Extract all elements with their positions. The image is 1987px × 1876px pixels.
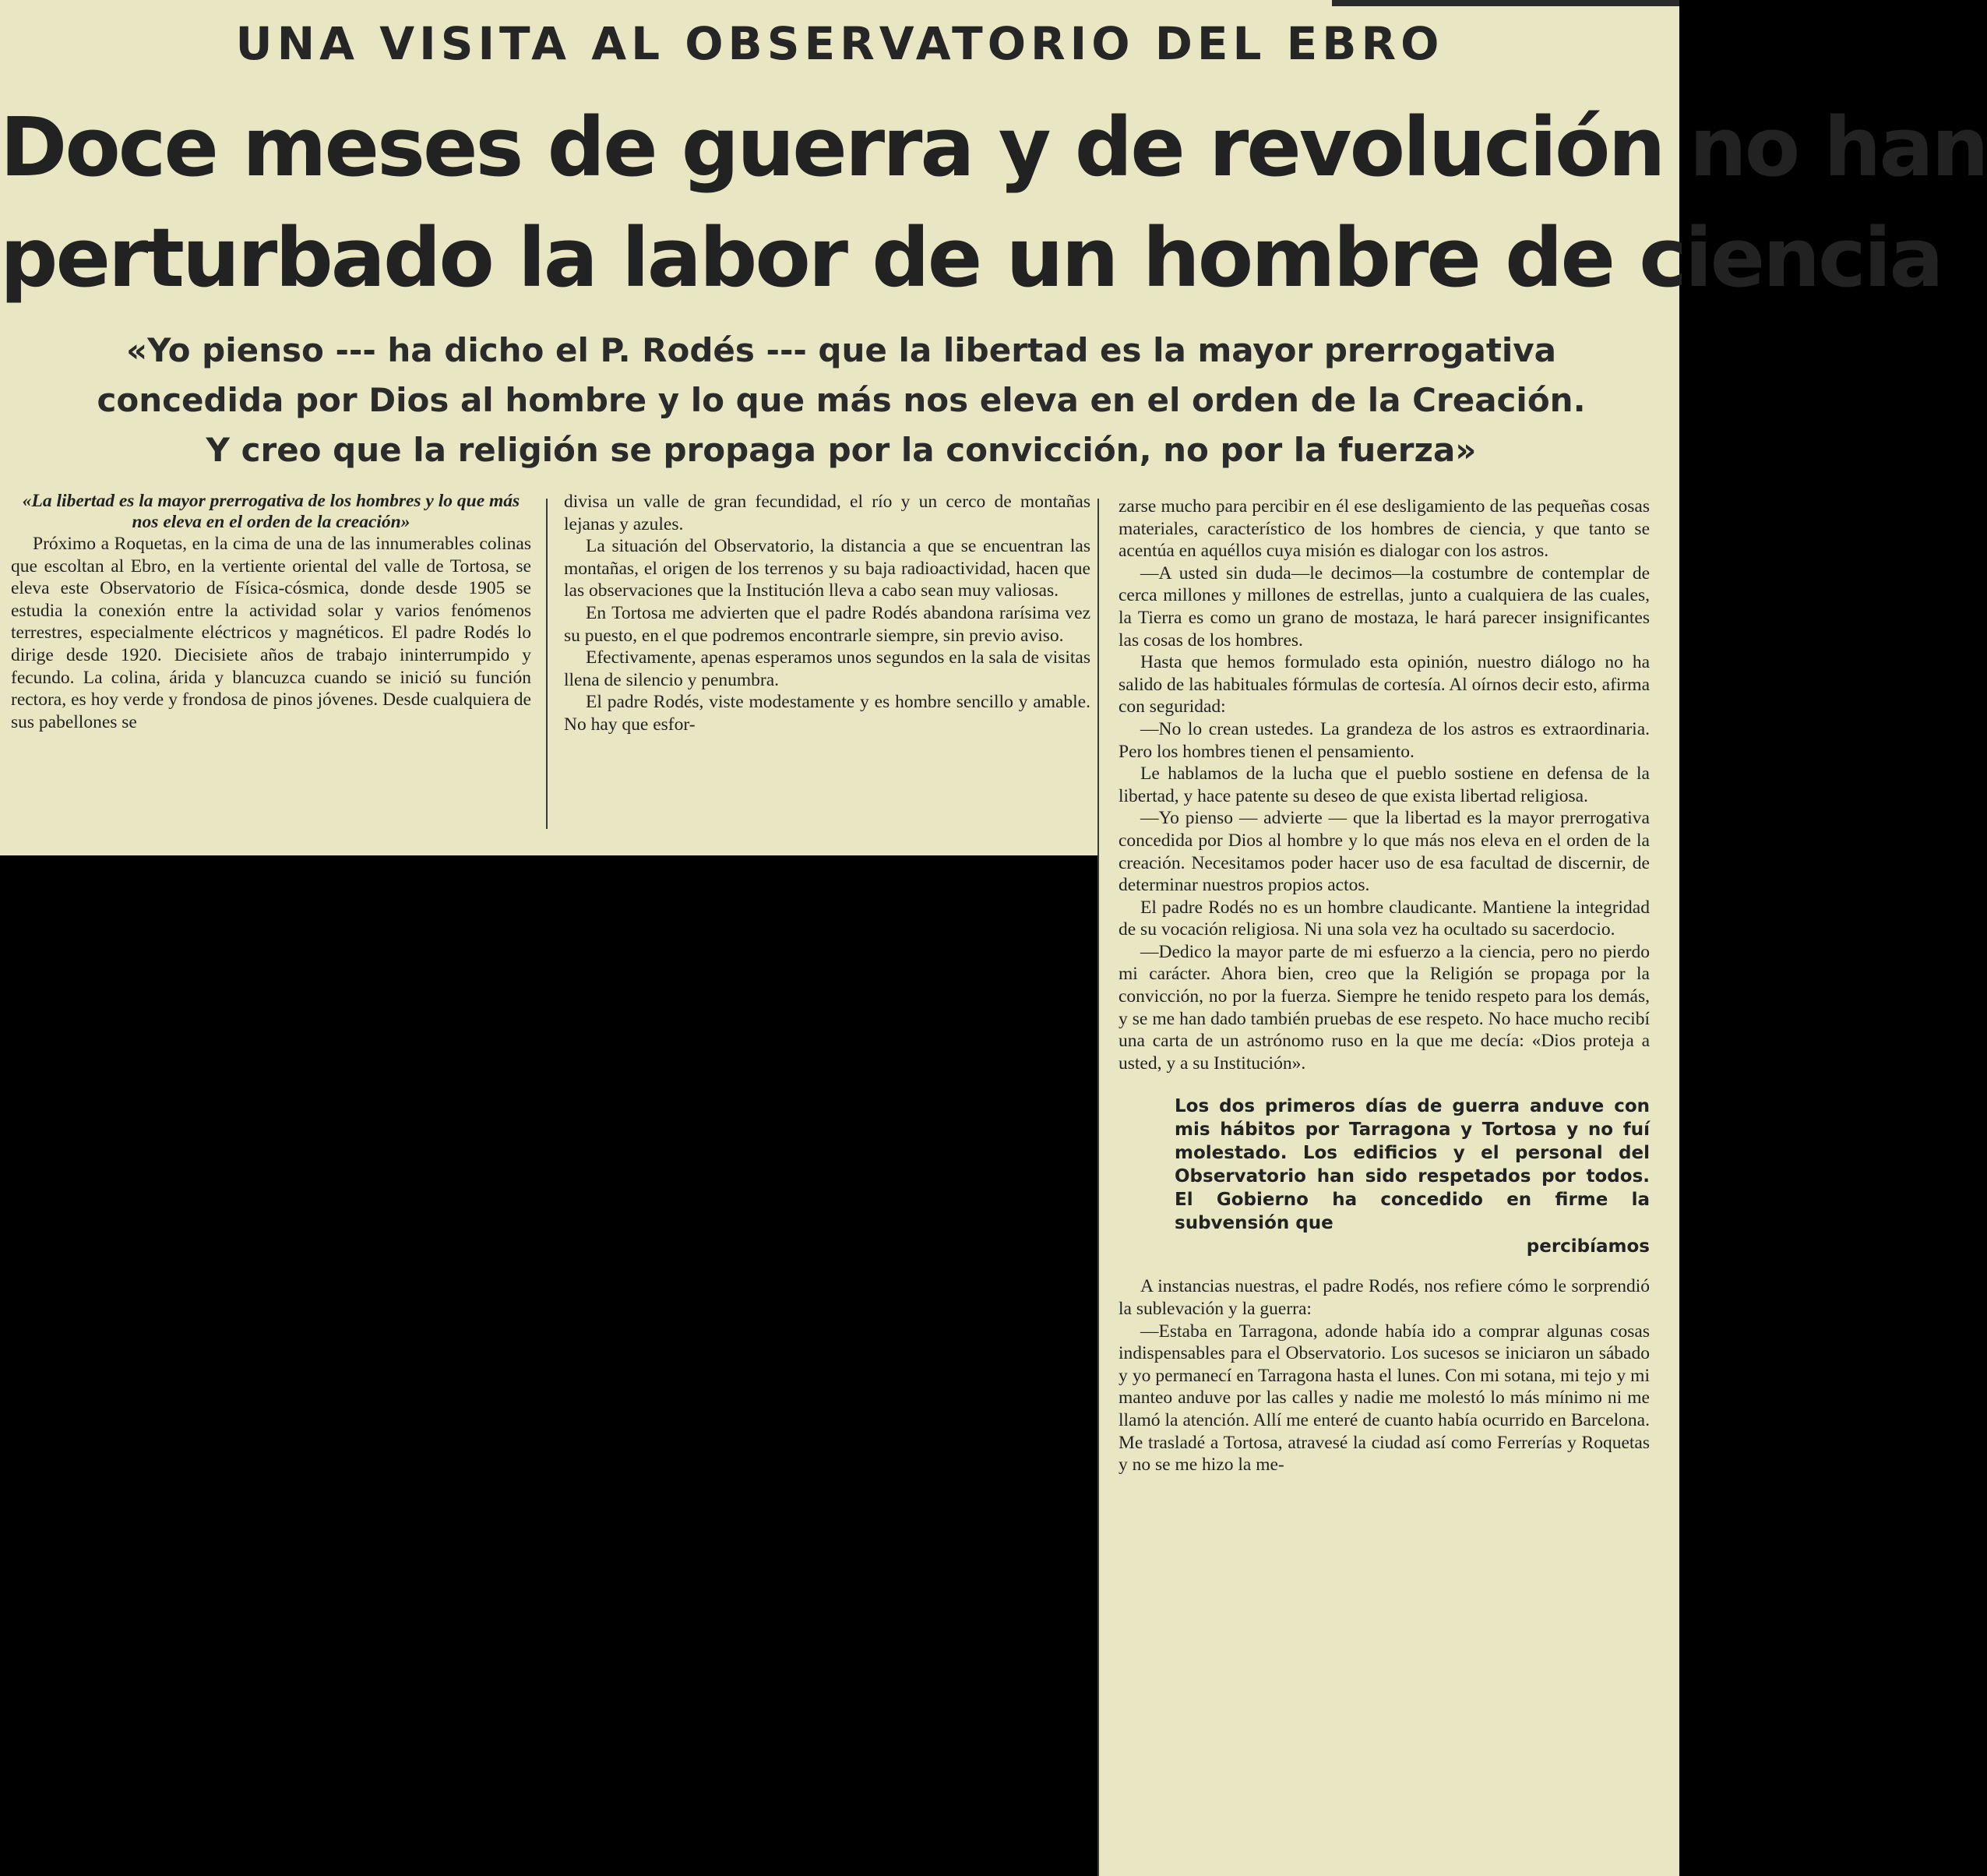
paragraph: Hasta que hemos formulado esta opinión, nuestro diálogo no ha salido de las habituales fórmulas de cortesía. Al oírnos decir esto, afirma con seguridad: — [1119, 652, 1650, 718]
headline-line-1: Doce meses de guerra y de revolución no han — [0, 100, 1987, 195]
article-subheadline — [31, 326, 1651, 475]
paragraph: zarse mucho para percibir en él ese desligamiento de las pequeñas cosas materiales, característico de los hombres de ciencia, y que tanto se acentúa en aquéllos cuya misión es dialogar con los astros. — [1119, 496, 1650, 562]
subheadline-line-3: Y creo que la religión se propaga por la convicción, no por la fuerza» — [206, 431, 1477, 469]
paragraph: —No lo crean ustedes. La grandeza de los astros es extraordinaria. Pero los hombres tienen el pensamiento. — [1119, 718, 1650, 762]
paragraph: En Tortosa me advierten que el padre Rodés abandona rarísima vez su puesto, en el que podremos encontrarle siempre, sin previo aviso. — [564, 602, 1090, 646]
article-column-3 — [1119, 495, 1650, 1476]
paragraph: La situación del Observatorio, la distancia a que se encuentran las montañas, el origen de los terrenos y su baja radioactividad, hacen que las observaciones que la Institución lleva a cabo sean muy valiosas. — [564, 536, 1090, 601]
paragraph: divisa un valle de gran fecundidad, el río y un cerco de montañas lejanas y azules. — [564, 492, 1090, 534]
paragraph: El padre Rodés, viste modestamente y es hombre sencillo y amable. No hay que esfor- — [564, 692, 1090, 735]
paragraph: —Estaba en Tarragona, adonde había ido a comprar algunas cosas indispensables para el Observatorio. Los sucesos se iniciaron un sábado y yo permanecí en Tarragona hasta el lunes. Con mi sotana, mi tejo y mi manteo anduve por las calles y nadie me molestó lo más mínimo ni me llamó la atención. Allí me enteré de cuanto había ocurrido en Barcelona. Me trasladé a Tortosa, atravesé la ciudad así como Ferrerías y Roquetas y no se me hizo la me- — [1119, 1321, 1650, 1476]
paragraph: —Yo pienso — advierte — que la libertad es la mayor prerrogativa concedida por Dios al hombre y lo que más nos eleva en el orden de la creación. Necesitamos poder hacer uso de esa facultad de discernir, de determinar nuestros propios actos. — [1119, 808, 1650, 896]
paragraph: Efectivamente, apenas esperamos unos segundos en la sala de visitas llena de silencio y penumbra. — [564, 647, 1090, 690]
article-kicker: UNA VISITA AL OBSERVATORIO DEL EBRO — [235, 17, 1444, 70]
paragraph: Próximo a Roquetas, en la cima de una de las innumerables colinas que escoltan al Ebro, en la vertiente oriental del valle de Tortosa, se eleva este Observatorio de Física-cósmica, donde desde 1905 se estudia la conexión entre la actividad solar y varios fenómenos terrestres, especialmente eléctricos y magnéticos. El padre Rodés lo dirige desde 1920. Diecisiete años de trabajo ininterrumpido y fecundo. La colina, árida y blancuzca cuando se inició su función rectora, es hoy verde y frondosa de pinos jóvenes. Desde cualquiera de sus pabellones se — [11, 534, 531, 732]
article-headline — [0, 92, 1987, 313]
article-lede: «La libertad es la mayor prerrogativa de los hombres y lo que más nos eleva en el orden de la creación» — [22, 491, 520, 532]
article-column-2 — [564, 491, 1090, 736]
pull-quote-end: percibíamos — [1526, 1236, 1650, 1257]
paragraph: A instancias nuestras, el padre Rodés, nos refiere cómo le sorprendió la sublevación y la guerra: — [1119, 1276, 1650, 1320]
column-divider — [546, 499, 548, 829]
column-divider — [1097, 499, 1099, 1876]
headline-line-2: perturbado la labor de un hombre de ciencia — [0, 210, 1942, 305]
subheadline-line-1: «Yo pienso --- ha dicho el P. Rodés --- que la libertad es la mayor prerrogativa — [125, 331, 1557, 369]
paragraph: —A usted sin duda—le decimos—la costumbre de contemplar de cerca millones y millones de estrellas, junto a cualquiera de las cuales, la Tierra es como un grano de mostaza, le hará parecer insignificantes las cosas de los hombres. — [1119, 562, 1650, 651]
top-rule — [1332, 0, 1679, 6]
paragraph: —Dedico la mayor parte de mi esfuerzo a la ciencia, pero no pierdo mi carácter. Ahora bien, creo que la Religión se propaga por la convicción, no por la fuerza. Siempre he tenido respeto para los demás, y se me han dado también pruebas de ese respeto. No hace mucho recibí una carta de un astrónomo ruso en la que me decía: «Dios proteja a usted, y a su Institución». — [1119, 941, 1650, 1074]
paragraph: El padre Rodés no es un hombre claudicante. Mantiene la integridad de su vocación religiosa. Ni una sola vez ha ocultado su sacerdocio. — [1119, 897, 1650, 940]
paragraph: Le hablamos de la lucha que el pueblo sostiene en defensa de la libertad, y hace patente su deseo de que exista libertad religiosa. — [1119, 763, 1650, 806]
subheadline-line-2: concedida por Dios al hombre y lo que más nos eleva en el orden de la Creación. — [97, 381, 1586, 419]
article-column-1 — [11, 491, 531, 733]
pull-quote — [1175, 1095, 1650, 1258]
pull-quote-text: Los dos primeros días de guerra anduve con mis hábitos por Tarragona y Tortosa y no fuí molestado. Los edificios y el personal del Observatorio han sido respetados por todos. El Gobierno ha concedido en firme la subvensión que — [1175, 1096, 1650, 1234]
